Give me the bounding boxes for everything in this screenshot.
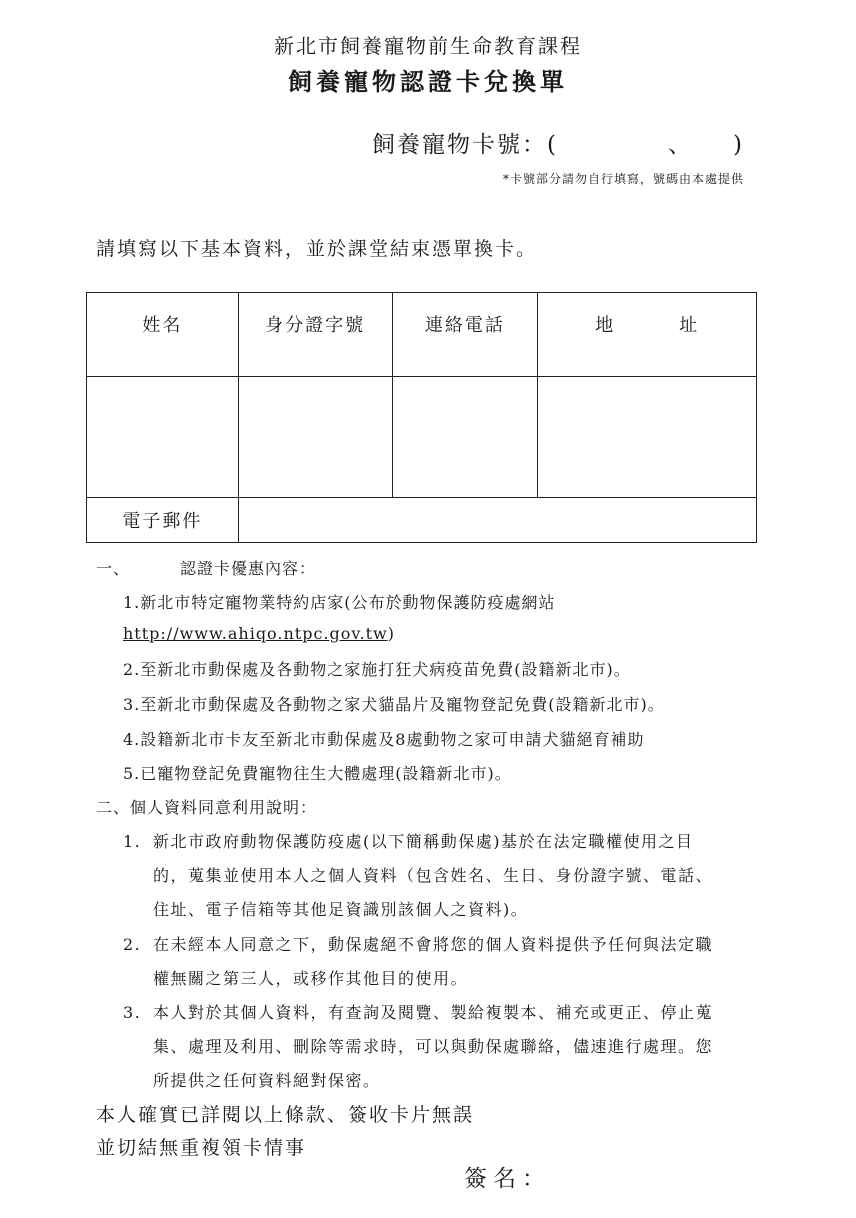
confirmation-line-1: 本人確實已詳閱以上條款、簽收卡片無誤 (96, 1104, 475, 1126)
section1-marker: 一、 (96, 559, 131, 578)
privacy-item-2-text-1: 在未經本人同意之下，動保處絕不會將您的個人資料提供予任何與法定職 (153, 935, 714, 954)
card-number-separator: 、 (668, 132, 694, 158)
privacy-item-1-line-2: 的，蒐集並使用本人之個人資料（包含姓名、生日、身份證字號、電話、 (153, 866, 714, 885)
form-title: 飼養寵物認證卡兌換單 (288, 67, 568, 96)
column-address-part1: 地 (595, 315, 616, 336)
column-name: 姓名 (87, 293, 239, 377)
info-table (86, 292, 757, 543)
privacy-item-2-number: 2. (123, 935, 142, 954)
privacy-item-1-line-1 (123, 829, 694, 852)
email-row (87, 498, 757, 543)
privacy-item-3-line-1 (123, 1000, 713, 1023)
privacy-item-1-line-3: 住址、電子信箱等其他足資識別該個人之資料)。 (153, 900, 529, 919)
privacy-item-2-line-1 (123, 932, 713, 955)
card-number-label: 飼養寵物卡號：( (372, 132, 559, 158)
privacy-item-1-text-1: 新北市政府動物保護防疫處(以下簡稱動保處)基於在法定職權使用之目 (153, 832, 694, 851)
benefit-item-4: 4.設籍新北市卡友至新北市動保處及8處動物之家可申請犬貓絕育補助 (123, 730, 645, 749)
column-id-number: 身分證字號 (238, 293, 392, 377)
confirmation-line-2: 並切結無重複領卡情事 (96, 1137, 307, 1159)
privacy-item-3-text-1: 本人對於其個人資料，有查詢及閱覽、製給複製本、補充或更正、停止蒐 (153, 1003, 714, 1022)
benefit-url-close: ) (387, 624, 395, 643)
signature-label: 簽名： (464, 1166, 551, 1192)
phone-cell[interactable] (392, 377, 538, 498)
card-number-note: *卡號部分請勿自行填寫，號碼由本處提供 (502, 172, 744, 186)
card-number-close: ) (733, 132, 744, 158)
column-phone: 連絡電話 (392, 293, 538, 377)
privacy-item-2-line-2: 權無關之第三人，或移作其他目的使用。 (153, 969, 469, 988)
email-label: 電子郵件 (87, 498, 239, 543)
instruction-text: 請填寫以下基本資料，並於課堂結束憑單換卡。 (96, 238, 538, 260)
name-cell[interactable] (87, 377, 239, 498)
privacy-item-3-line-3: 所提供之任何資料絕對保密。 (153, 1071, 381, 1090)
section2-heading: 二、個人資料同意利用說明： (96, 798, 318, 817)
card-number-line (372, 126, 744, 159)
benefit-item-1-url-line (123, 624, 395, 643)
email-cell[interactable] (238, 498, 756, 543)
privacy-item-1-number: 1. (123, 832, 142, 851)
id-number-cell[interactable] (238, 377, 392, 498)
table-header-row (87, 293, 757, 377)
course-title: 新北市飼養寵物前生命教育課程 (274, 34, 582, 58)
benefit-item-1: 1.新北市特定寵物業特約店家(公布於動物保護防疫處網站 (123, 593, 556, 612)
benefit-item-3: 3.至新北市動保處及各動物之家犬貓晶片及寵物登記免費(設籍新北市)。 (123, 695, 665, 714)
column-address-part2: 址 (679, 315, 700, 336)
privacy-item-3-number: 3. (123, 1003, 142, 1022)
benefit-item-2: 2.至新北市動保處及各動物之家施打狂犬病疫苗免費(設籍新北市)。 (123, 660, 631, 679)
address-cell[interactable] (538, 377, 757, 498)
benefit-url-link[interactable]: http://www.ahiqo.ntpc.gov.tw (123, 624, 388, 643)
table-input-row (87, 377, 757, 498)
benefit-item-5: 5.已寵物登記免費寵物往生大體處理(設籍新北市)。 (123, 764, 512, 783)
section1-heading (96, 556, 316, 579)
privacy-item-3-line-2: 集、處理及利用、刪除等需求時，可以與動保處聯絡，儘速進行處理。您 (153, 1037, 714, 1056)
column-address (538, 293, 757, 377)
section1-title: 認證卡優惠內容： (180, 559, 317, 578)
